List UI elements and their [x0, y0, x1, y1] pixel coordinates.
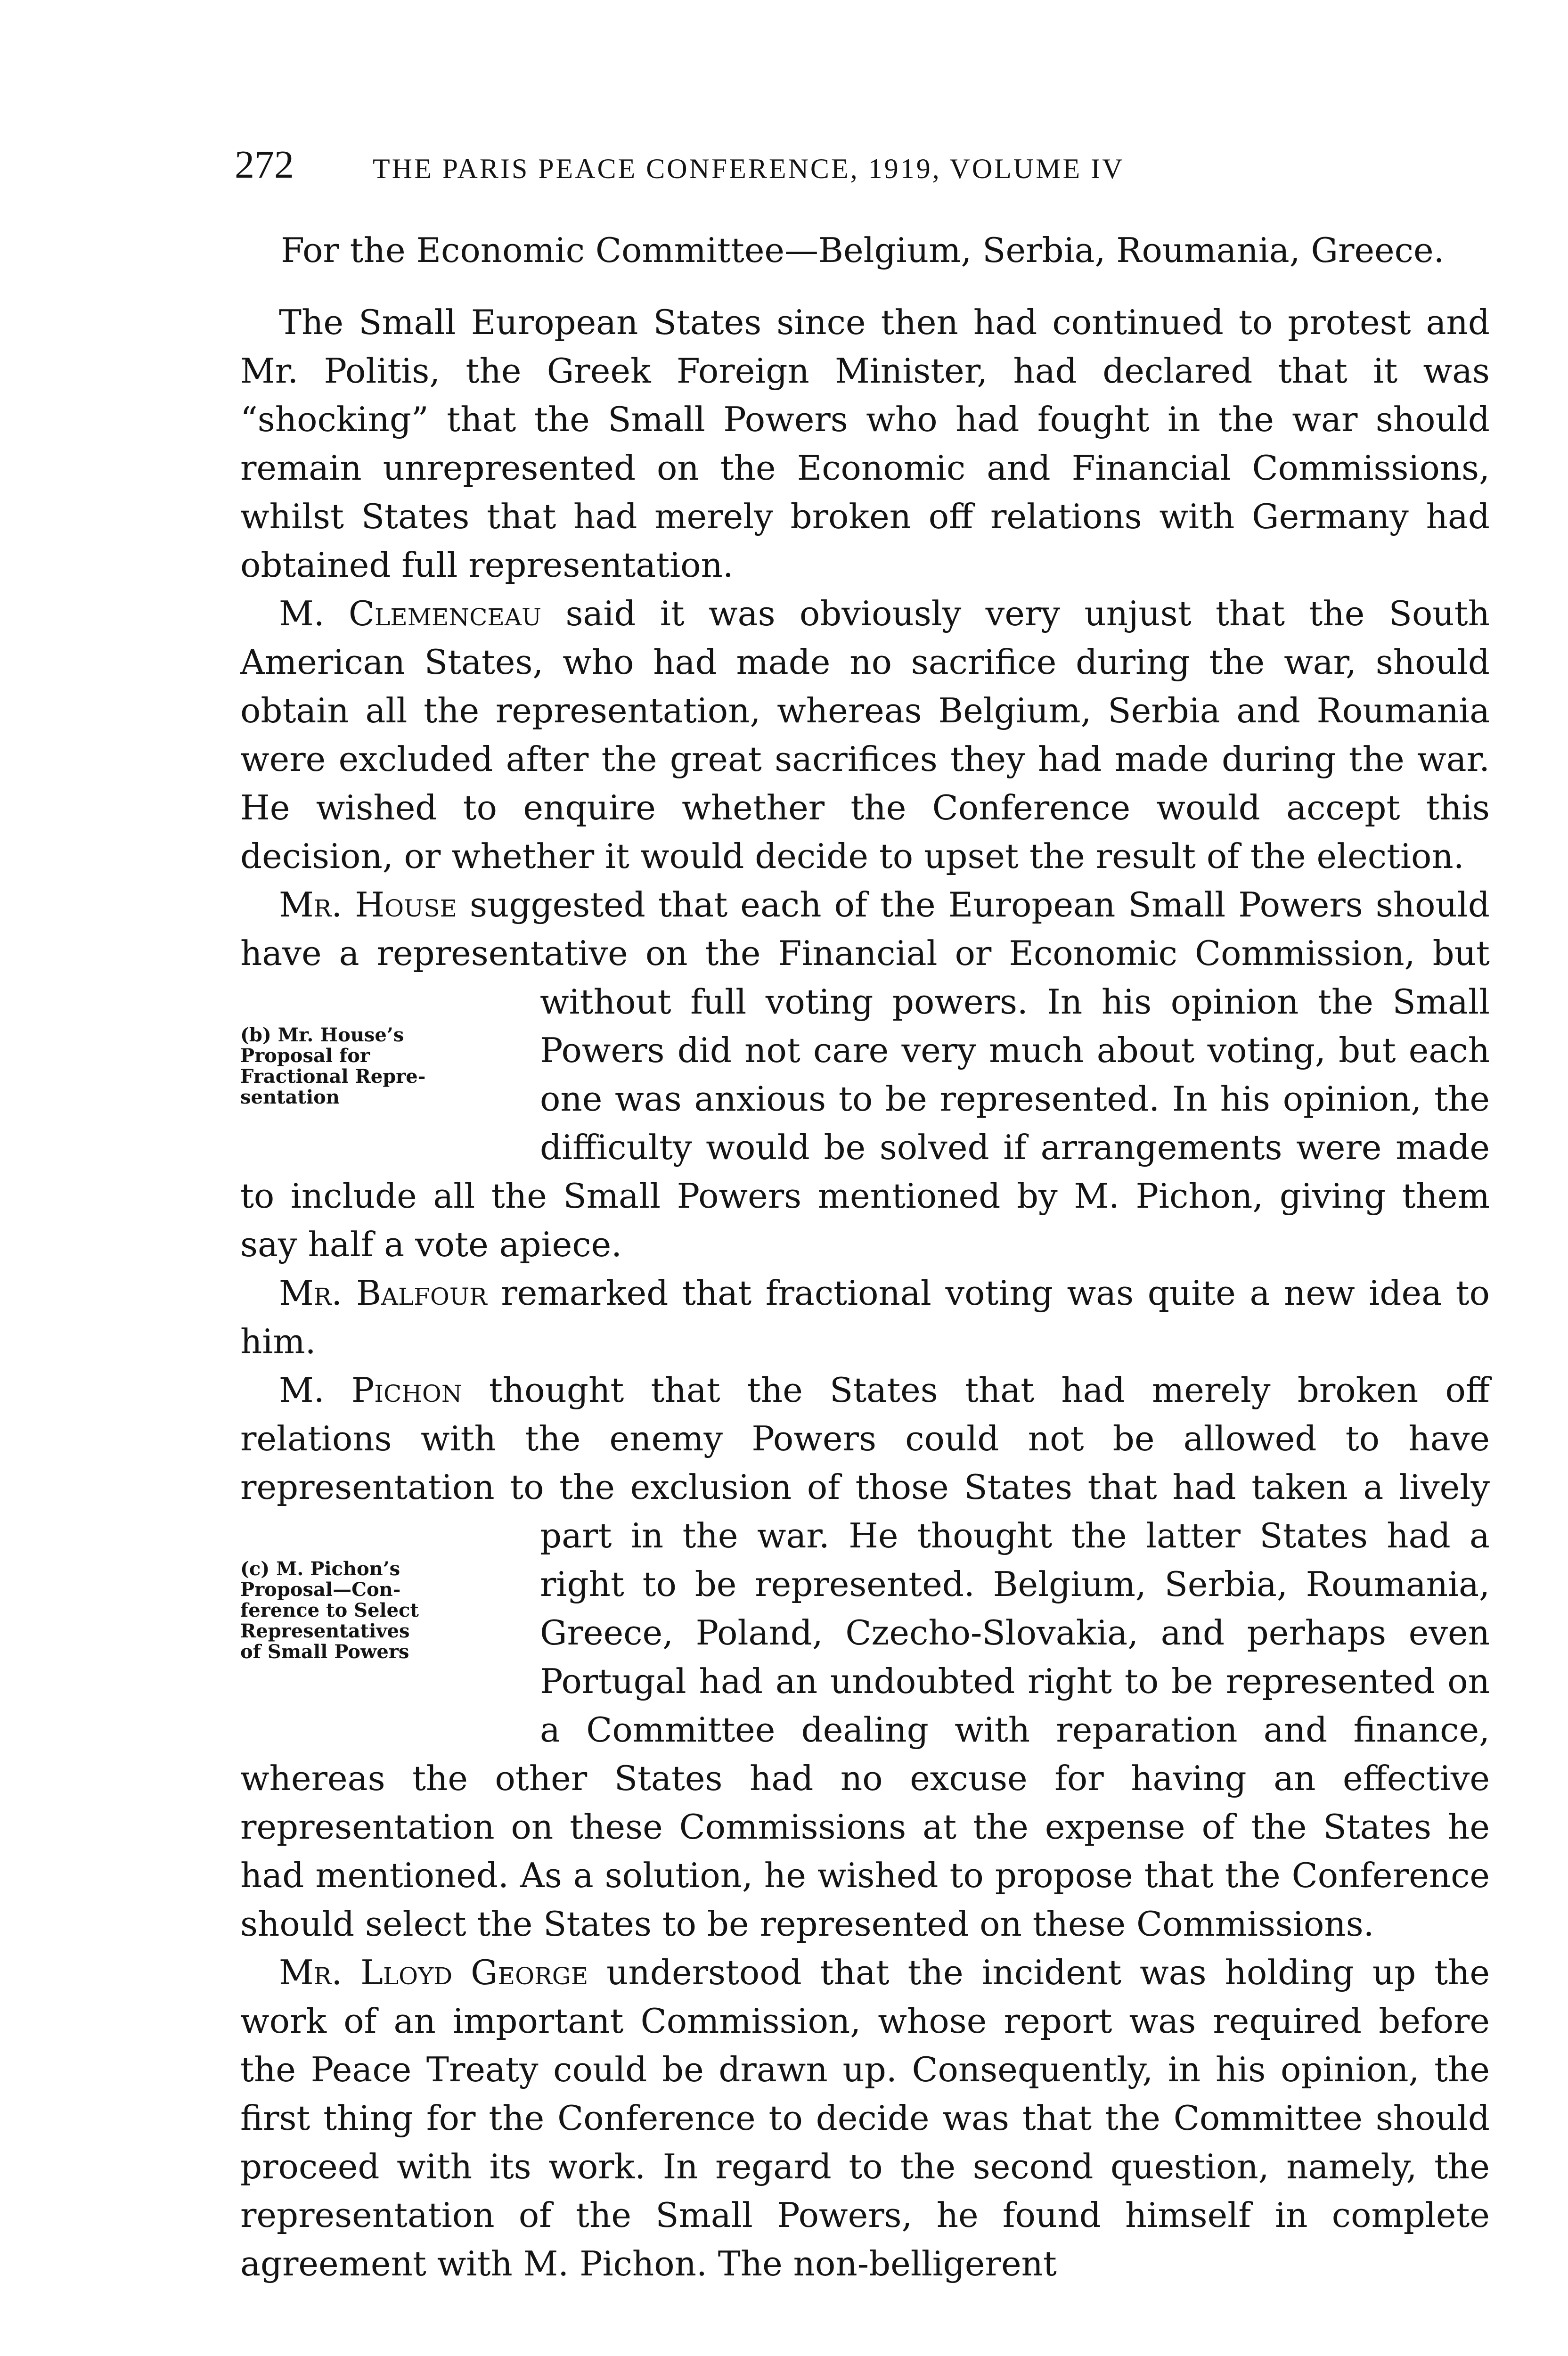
paragraph-text: In his opinion the Small Powers did not care very much about voting, but each one was anxious to be represented. In his opinion, the difficulty would be solved if arrangements were made to include all the Small Powers mentioned by M. Pichon, giving them say half a vote apiece. [240, 982, 1490, 1264]
margin-note-line: (b) Mr. House’s [240, 1024, 404, 1046]
paragraph-lloyd-george [240, 1948, 1490, 2288]
margin-note-line: sentation [240, 1086, 340, 1108]
speaker-name: Mr. Balfour [279, 1273, 487, 1313]
margin-note-line: ference to Select [240, 1599, 419, 1621]
paragraph-text: He thought the latter States had a right to be represented. Belgium, Serbia, Roumania, Greece, Poland, Czecho-Slovakia, and perhaps even Portugal had an undoubted right to be represented on a Committee dealing with reparation and finance, whereas the other States had no excuse for having an effective representation on these Commissions at the expense of the States he had mentioned. As a solution, he wished to propose that the Conference should select the States to be represented on these Commissions. [240, 1516, 1490, 1944]
margin-note-line: Representatives [240, 1620, 410, 1642]
speaker-name: M. Clemenceau [279, 594, 542, 633]
paragraph-text: thought that the States that had merely broken off relations with the enemy Powers could not be allowed to have representation to the exclusion of those States that had taken a lively part in the war. [240, 1370, 1490, 1555]
paragraph-economic-committee [240, 226, 1490, 275]
margin-note-line: Fractional Repre- [240, 1065, 426, 1088]
paragraph-balfour [240, 1269, 1490, 1366]
paragraph-text: For the Economic Committee—Belgium, Serbia, Roumania, Greece. [281, 230, 1445, 270]
paragraph-text: said it was obviously very unjust that the South American States, who had made no sacrifice during the war, should obtain all the representation, whereas Belgium, Serbia and Roumania were excluded after the great sacrifices they had made during the war. He wished to enquire whether the Conference would accept this decision, or whether it would decide to upset the result of the election. [240, 594, 1490, 876]
paragraph-house [240, 881, 1490, 1269]
margin-note-line: Proposal for [240, 1045, 370, 1067]
margin-note-line: of Small Powers [240, 1641, 409, 1663]
paragraph-text: suggested that each of the European Small Powers should have a representative on the Financial or Economic Commission, but without full voting powers. [240, 885, 1490, 1022]
speaker-name: Mr. Lloyd George [279, 1953, 588, 1992]
margin-note-line: Proposal—Con- [240, 1579, 401, 1601]
paragraph-clemenceau [240, 589, 1490, 881]
page-number: 272 [235, 143, 294, 187]
margin-note-pichon-proposal [240, 1512, 532, 1710]
paragraph-text: The Small European States since then had continued to protest and Mr. Politis, the Greek Foreign Minister, had declared that it was “shocking” that the Small Powers who had fought in the war should remain unrepresented on the Economic and Financial Commissions, whilst States that had merely broken off relations with Germany had obtained full representation. [240, 303, 1490, 585]
paragraph-text: remarked that fractional voting was quite a new idea to him. [240, 1273, 1490, 1361]
running-head: THE PARIS PEACE CONFERENCE, 1919, VOLUME IV [373, 153, 1125, 184]
paragraph-small-states [240, 298, 1490, 589]
speaker-name: Mr. House [279, 885, 457, 924]
margin-note-line: (c) M. Pichon’s [240, 1558, 400, 1580]
paragraph-pichon [240, 1366, 1490, 1948]
body-text [240, 226, 1490, 2288]
page-header [235, 141, 1488, 198]
speaker-name: M. Pichon [279, 1370, 462, 1410]
paragraph-text: understood that the incident was holding up the work of an important Commission, whose report was required before the Peace Treaty could be drawn up. Consequently, in his opinion, the first thing for the Conference to decide was that the Committee should proceed with its work. In regard to the second question, namely, the representation of the Small Powers, he found himself in complete agreement with M. Pichon. The non-belligerent [240, 1953, 1490, 2283]
margin-note-house-proposal [240, 978, 532, 1153]
